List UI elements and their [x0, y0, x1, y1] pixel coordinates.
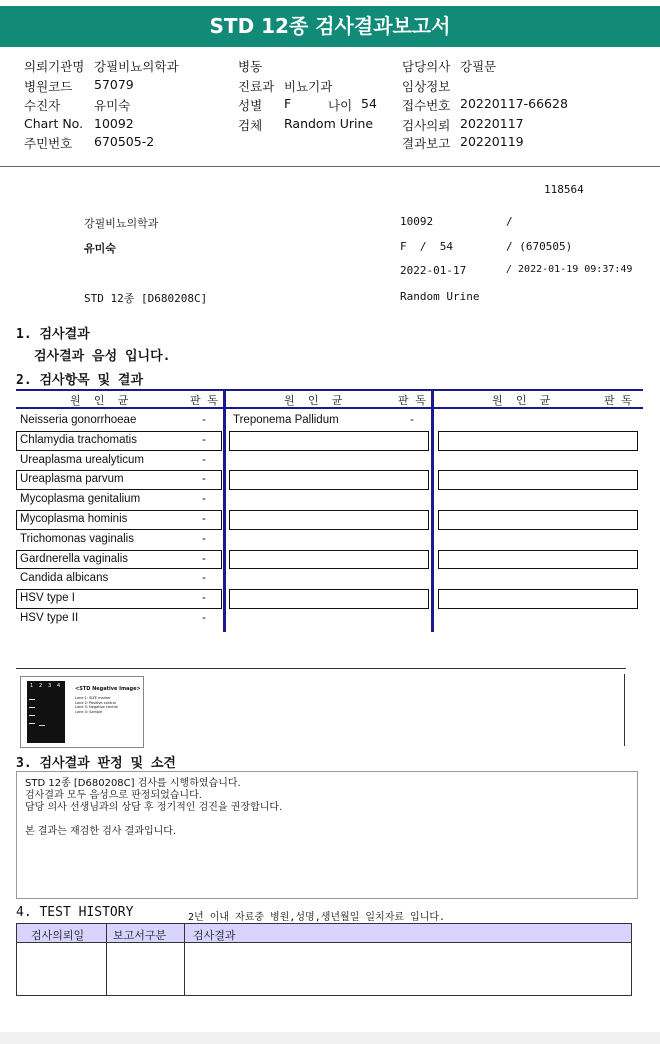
- column-divider-1: [223, 389, 226, 632]
- gel-band: [29, 723, 35, 724]
- history-col-result: 검사결과: [193, 929, 236, 942]
- gel-band: [29, 707, 35, 708]
- chart-number: 10092: [400, 215, 434, 228]
- pathogen-name: HSV type II: [20, 612, 79, 624]
- row-box: [438, 589, 638, 609]
- findings-line: [25, 814, 282, 826]
- row-box: [438, 431, 638, 451]
- header-label: 임상정보: [402, 79, 451, 94]
- pathogen-name: Neisseria gonorrhoeae: [20, 414, 137, 426]
- col2-judge-header: 판 독: [398, 394, 426, 407]
- birth-date: / (670505): [506, 240, 573, 253]
- header-label: Chart No.: [24, 116, 84, 131]
- pathogen-result: -: [202, 572, 206, 585]
- page-footer-band: [0, 1032, 660, 1044]
- row-box: [229, 510, 429, 530]
- header-value: 강필문: [460, 59, 497, 74]
- section3-title: 3. 검사결과 판정 및 소견: [16, 756, 176, 771]
- row-box: [229, 470, 429, 490]
- header-label: 진료과: [238, 79, 275, 94]
- header-value: 20220119: [460, 134, 524, 149]
- col3-cause-header: 원 인 균: [492, 394, 551, 407]
- history-table: [16, 923, 632, 996]
- pathogen-name: Gardnerella vaginalis: [20, 552, 129, 565]
- column-divider-2: [431, 389, 434, 632]
- age-value: 54: [361, 96, 377, 111]
- received-date: 2022-01-17: [400, 264, 467, 277]
- history-col-divider: [184, 924, 185, 995]
- gel-band: [39, 725, 45, 726]
- chart-slash: /: [506, 215, 513, 228]
- gel-top-rule: [16, 668, 626, 669]
- section1-title: 1. 검사결과: [16, 327, 90, 342]
- test-name: STD 12종 [D680208C]: [84, 292, 208, 305]
- history-col-date: 검사의뢰일: [31, 929, 85, 942]
- header-value: 20220117: [460, 116, 524, 131]
- header-value: F: [284, 96, 292, 111]
- gel-legend-line: Lane 4: Sample: [75, 709, 103, 714]
- row-box: [229, 589, 429, 609]
- header-value: 10092: [94, 116, 134, 131]
- col2-cause-header: 원 인 균: [284, 394, 343, 407]
- row-box: [438, 470, 638, 490]
- pathogen-name: Ureaplasma urealyticum: [20, 453, 144, 466]
- pathogen-result: -: [202, 592, 206, 605]
- pathogen-result: -: [202, 513, 206, 525]
- pathogen-name: HSV type I: [20, 592, 75, 605]
- gel-right-rule: [624, 674, 625, 746]
- patient-name: 유미숙: [84, 242, 116, 255]
- sex-age: F / 54: [400, 240, 453, 253]
- header-value: 670505-2: [94, 134, 155, 149]
- gel-lane-label: 3: [48, 683, 52, 689]
- pathogen-name: Chlamydia trachomatis: [20, 433, 137, 446]
- pathogen-name: Candida albicans: [20, 572, 109, 585]
- findings-line: 본 결과는 재검한 검사 결과입니다.: [25, 826, 177, 837]
- pathogen-result: -: [202, 493, 206, 506]
- age-label: 나이: [328, 98, 353, 113]
- clinic-name: 강필비뇨의학과: [84, 217, 159, 230]
- gel-image-frame: [20, 676, 144, 748]
- section4-note: 2년 이내 자료중 병원,성명,생년월일 일치자료 입니다.: [188, 912, 446, 923]
- header-divider: [0, 166, 660, 167]
- header-label: 병동: [238, 59, 263, 74]
- pathogen-result: -: [202, 473, 206, 486]
- gel-legend-line: Lane 1: SIZE marker: [75, 696, 111, 700]
- header-label: 담당의사: [402, 59, 451, 74]
- pathogen-result: -: [202, 453, 206, 466]
- findings-box: [16, 771, 638, 899]
- findings-text: [25, 778, 282, 838]
- gel-caption: <STD Negative Image>: [75, 686, 141, 692]
- specimen: Random Urine: [400, 290, 480, 303]
- col1-cause-header: 원 인 균: [70, 394, 129, 407]
- pathogen-result: -: [202, 414, 206, 426]
- col1-judge-header: 판 독: [190, 394, 218, 407]
- row-box: [438, 550, 638, 570]
- section4-title: 4. TEST HISTORY: [16, 905, 134, 920]
- pathogen-name: Mycoplasma hominis: [20, 513, 128, 525]
- col3-judge-header: 판 독: [604, 394, 632, 407]
- gel-image: [27, 681, 65, 743]
- pathogen-result: -: [410, 414, 414, 426]
- gel-legend-line: Lane 2: Positive control: [75, 700, 116, 705]
- gel-legend-line: Lane 3: Negative control: [75, 705, 119, 710]
- findings-line: STD 12종 [D680208C] 검사를 시행하였습니다.: [25, 778, 241, 789]
- gel-lane-label: 2: [39, 683, 43, 689]
- header-label: 결과보고: [402, 136, 451, 151]
- pathogen-result: -: [202, 612, 206, 624]
- gel-lane-label: 1: [30, 683, 34, 689]
- header-value: 20220117-66628: [460, 96, 568, 111]
- row-box: [229, 550, 429, 570]
- report-number: 118564: [544, 183, 584, 196]
- pathogen-name: Treponema Pallidum: [233, 414, 339, 426]
- history-header-row: [17, 924, 631, 943]
- history-col-type: 보고서구분: [113, 929, 167, 942]
- header-label: 성별: [238, 98, 263, 113]
- section1-summary: 검사결과 음성 입니다.: [34, 349, 171, 364]
- pathogen-result: -: [202, 532, 206, 545]
- header-label: 주민번호: [24, 136, 73, 151]
- report-title: STD 12종 검사결과보고서: [0, 6, 660, 47]
- history-col-divider: [106, 924, 107, 995]
- header-label: 접수번호: [402, 98, 451, 113]
- row-box: [438, 510, 638, 530]
- section2-title: 2. 검사항목 및 결과: [16, 373, 144, 388]
- gel-band: [29, 715, 35, 716]
- table-top-rule: [16, 389, 643, 391]
- header-label: 검체: [238, 118, 263, 133]
- pathogen-name: Trichomonas vaginalis: [20, 532, 134, 545]
- gel-lane-label: 4: [57, 683, 61, 689]
- header-value: Random Urine: [284, 116, 374, 131]
- header-value: 57079: [94, 77, 134, 92]
- pathogen-name: Mycoplasma genitalium: [20, 493, 141, 506]
- gel-legend: [75, 696, 118, 714]
- header-value: 비뇨기과: [284, 79, 333, 94]
- header-label: 병원코드: [24, 79, 73, 94]
- gel-band: [29, 699, 35, 700]
- reported-datetime: / 2022-01-19 09:37:49: [506, 264, 633, 275]
- pathogen-result: -: [202, 433, 206, 446]
- header-label: 검사의뢰: [402, 118, 451, 133]
- header-label: 의뢰기관명: [24, 59, 85, 74]
- pathogen-name: Ureaplasma parvum: [20, 473, 124, 486]
- pathogen-result: -: [202, 552, 206, 565]
- row-box: [229, 431, 429, 451]
- header-value: 강필비뇨의학과: [94, 59, 179, 74]
- findings-line: 담당 의사 선생님과의 상담 후 정기적인 검진을 권장합니다.: [25, 802, 283, 813]
- header-label: 수진자: [24, 98, 61, 113]
- header-value: 유미숙: [94, 98, 131, 113]
- findings-line: 검사결과 모두 음성으로 판정되었습니다.: [25, 790, 202, 801]
